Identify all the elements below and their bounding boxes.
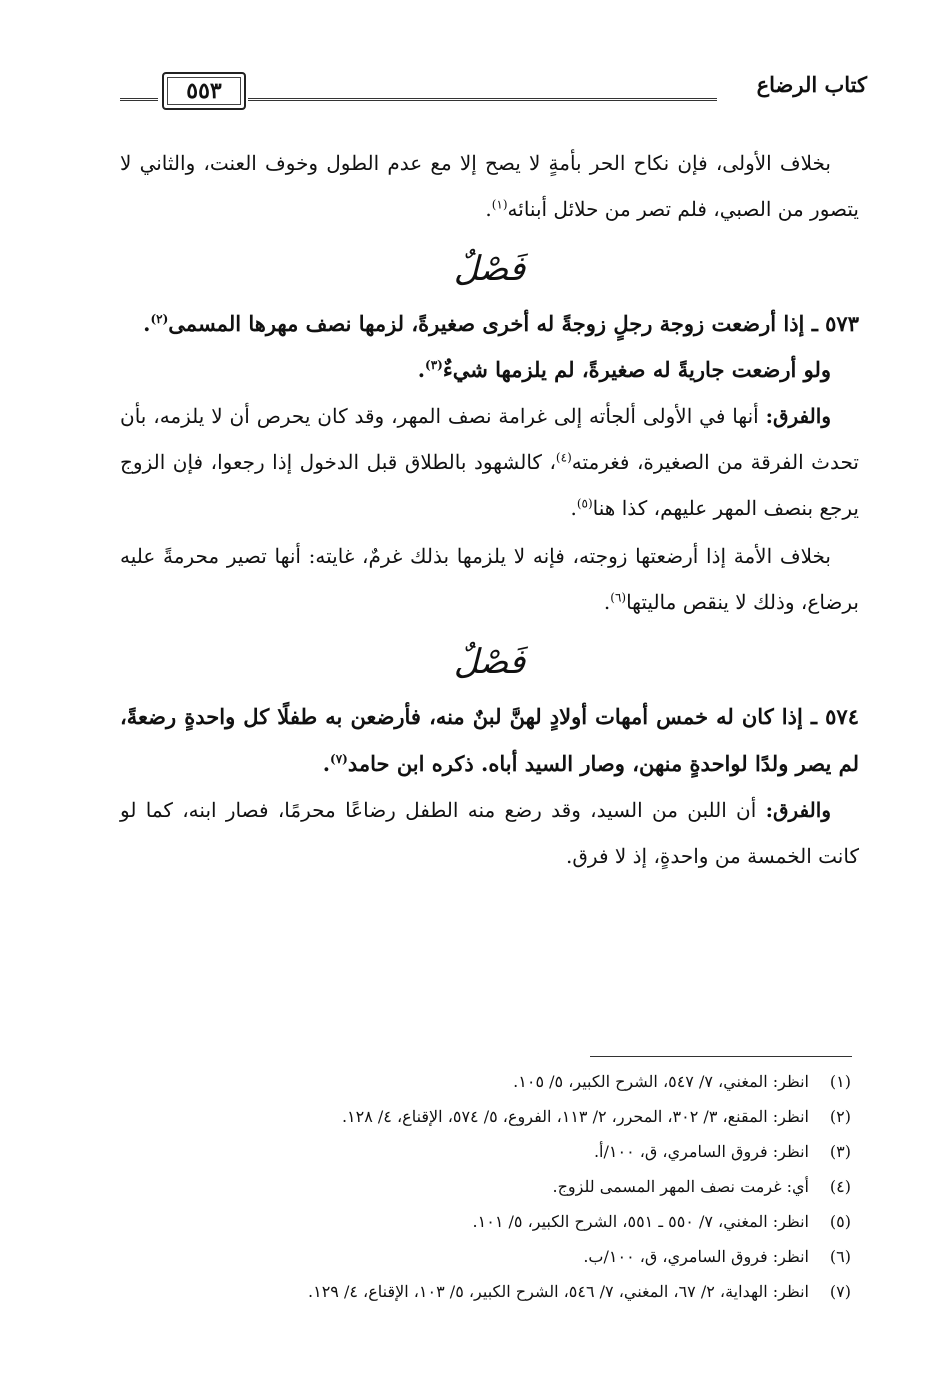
header-rule-left [120, 98, 158, 101]
footnote-item: (٢)انظر: المقنع، ٣/ ٣٠٢، المحرر، ٢/ ١١٣، الفروع، ٥/ ٥٧٤، الإقناع، ٤/ ١٢٨. [341, 1107, 851, 1126]
running-title: كتاب الرضاع [756, 72, 867, 97]
rule-574: ٥٧٤ ـ إذا كان له خمس أمهات أولادٍ لهنَّ لبنٌ منه، فأرضعن به طفلًا كل واحدةٍ رضعةً، لم يصر ولدًا لواحدةٍ منهن، وصار السيد أباه. ذكره ابن حامد$^{(٧)}$. [120, 704, 859, 776]
footnote-ref: (٣) [425, 358, 443, 372]
section-heading: فَصْلٌ [453, 642, 526, 682]
footnote-ref: (٥) [576, 496, 593, 511]
rule-573-sub: ولو أرضعت جاريةً له صغيرةً، لم يلزمها شيءٌ$^{(٣)}$. [417, 357, 831, 382]
footnote-separator [590, 1056, 852, 1057]
footnote-ref: (٤) [555, 450, 572, 465]
paragraph-farq: والفرق: أنها في الأولى ألجأته إلى غرامة نصف المهر، وقد كان يحرص أن لا يلزمه، بأن تحدث الفرقة من الصغيرة، فغرمته$^{(٤)}$، كالشهود بالطلاق قبل الدخول إذا رجعوا، فإن الزوج يرجع بنصف المهر عليهم، كذا هنا$^{(٥)}$. [120, 404, 859, 520]
header-rule [248, 98, 717, 101]
rule-573: ٥٧٣ ـ إذا أرضعت زوجة رجلٍ زوجةً له أخرى صغيرةً، لزمها نصف مهرها المسمى$^{(٢)}$. [143, 311, 859, 336]
footnote-ref: (٢) [150, 312, 169, 326]
main-text [120, 140, 859, 881]
page-header [120, 62, 867, 112]
footnotes-list [110, 1064, 851, 1309]
footnote-ref: (١) [491, 197, 508, 212]
footnote-ref: (٦) [610, 590, 627, 605]
footnote-ref: (٧) [330, 752, 348, 766]
section-heading: فَصْلٌ [453, 249, 526, 289]
farq-label: والفرق: [765, 404, 831, 428]
footnote-item: (٧)انظر: الهداية، ٢/ ٦٧، المغني، ٧/ ٥٤٦، الشرح الكبير، ٥/ ١٠٣، الإقناع، ٤/ ١٢٩. [308, 1282, 851, 1301]
farq-label: والفرق: [765, 798, 831, 822]
footnote-item: (٦)انظر: فروق السامري، ق، ١٠٠/ب. [583, 1247, 851, 1266]
page-number: ٥٥٣ [162, 72, 246, 110]
footnote-item: (٤)أي: غرمت نصف المهر المسمى للزوج. [552, 1177, 851, 1196]
footnote-item: (٣)انظر: فروق السامري، ق، ١٠٠/أ. [593, 1142, 851, 1161]
paragraph: بخلاف الأمة إذا أرضعتها زوجته، فإنه لا يلزمها بذلك غرمٌ، غايته: أنها تصير محرمةً عليه برضاع، وذلك لا ينقص ماليتها$^{(٦)}$. [120, 544, 859, 614]
paragraph-farq: والفرق: أن اللبن من السيد، وقد رضع منه الطفل رضاعًا محرمًا، فصار ابنه، كما لو كانت الخمسة من واحدةٍ، إذ لا فرق. [120, 798, 859, 868]
footnote-item: (١)انظر: المغني، ٧/ ٥٤٧، الشرح الكبير، ٥/ ١٠٥. [513, 1072, 851, 1091]
paragraph: بخلاف الأولى، فإن نكاح الحر بأمةٍ لا يصح إلا مع عدم الطول وخوف العنت، والثاني لا يتصور من الصبي، فلم تصر من حلائل أبنائه$^{(١)}$. [120, 151, 859, 221]
footnote-item: (٥)انظر: المغني، ٧/ ٥٥٠ ـ ٥٥١، الشرح الكبير، ٥/ ١٠١. [472, 1212, 851, 1231]
